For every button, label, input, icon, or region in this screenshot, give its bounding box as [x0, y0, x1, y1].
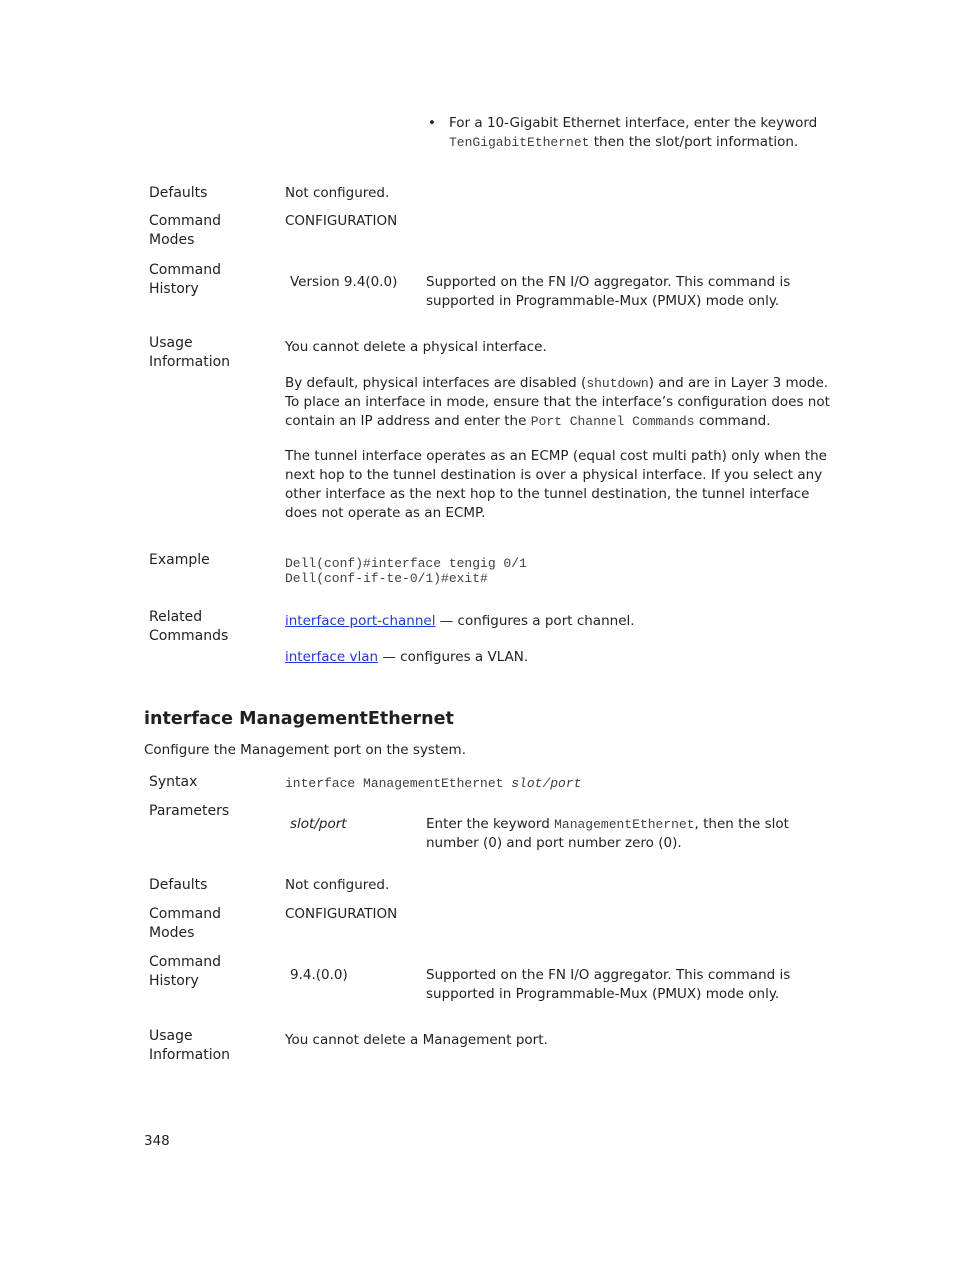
command-modes-label-2: Command Modes: [149, 906, 221, 941]
section-title: interface ManagementEthernet: [144, 709, 454, 729]
history-version: Version 9.4(0.0): [290, 274, 398, 290]
related-commands-label: Related Commands: [149, 609, 229, 644]
defaults-value: Not configured.: [285, 185, 390, 201]
syntax-value: interface ManagementEthernet slot/port: [285, 776, 582, 791]
syntax-label: Syntax: [149, 774, 198, 790]
parameters-label: Parameters: [149, 803, 230, 819]
page-number: 348: [144, 1133, 170, 1149]
history-version-2: 9.4.(0.0): [290, 967, 348, 983]
usage-information-label-2: Usage Information: [149, 1028, 231, 1063]
usage-paragraph-2-1: You cannot delete a Management port.: [285, 1032, 548, 1048]
usage-paragraph-1: You cannot delete a physical interface.: [285, 339, 547, 355]
usage-information-label: Usage Information: [149, 335, 231, 370]
command-modes-value: CONFIGURATION: [285, 213, 398, 229]
usage-paragraph-3: The tunnel interface operates as an ECMP (equal cost multi path) only when the next hop to the tunnel destination is over a physical interface. If you select any other interface as the next hop to the tunnel destination, the tunnel interface does not operate as an ECMP.: [285, 448, 827, 521]
usage-paragraph-2: By default, physical interfaces are disabled (shutdown) and are in Layer 3 mode. To place an interface in mode, ensure that the interface’s configuration does not contain an IP address and enter the Port Channel Commands command.: [285, 375, 830, 429]
usage-information-body: [285, 338, 835, 523]
example-label: Example: [149, 552, 210, 568]
command-history-label: Command History: [149, 262, 221, 297]
related-item-vlan: interface vlan — configures a VLAN.: [285, 649, 529, 665]
section-intro: Configure the Management port on the system.: [144, 742, 467, 758]
keyword-code: TenGigabitEthernet: [449, 135, 590, 150]
parameter-description: Enter the keyword ManagementEthernet, then the slot number (0) and port number zero (0).: [426, 816, 789, 851]
command-modes-value-2: CONFIGURATION: [285, 906, 398, 922]
related-item-port-channel: interface port-channel — configures a port channel.: [285, 613, 635, 629]
parameter-name: slot/port: [290, 816, 347, 832]
shutdown-code: shutdown: [586, 376, 649, 391]
history-description: Supported on the FN I/O aggregator. This command is supported in Programmable-Mux (PMUX) mode only.: [426, 274, 791, 309]
related-commands-body: [285, 612, 835, 667]
defaults-value-2: Not configured.: [285, 877, 390, 893]
management-ethernet-code: ManagementEthernet: [554, 817, 695, 832]
command-modes-label: Command Modes: [149, 213, 221, 248]
bullet-marker: •: [428, 115, 436, 131]
interface-vlan-link[interactable]: interface vlan: [285, 649, 379, 665]
history-description-2: Supported on the FN I/O aggregator. This command is supported in Programmable-Mux (PMUX) mode only.: [426, 967, 791, 1002]
defaults-label: Defaults: [149, 185, 208, 201]
command-history-label-2: Command History: [149, 954, 221, 989]
bullet-text: For a 10-Gigabit Ethernet interface, enter the keyword TenGigabitEthernet then the slot/port information.: [449, 115, 818, 150]
defaults-label-2: Defaults: [149, 877, 208, 893]
interface-port-channel-link[interactable]: interface port-channel: [285, 613, 436, 629]
port-channel-code: Port Channel Commands: [530, 414, 695, 429]
example-code: Dell(conf)#interface tengig 0/1 Dell(conf-if-te-0/1)#exit#: [285, 556, 527, 586]
